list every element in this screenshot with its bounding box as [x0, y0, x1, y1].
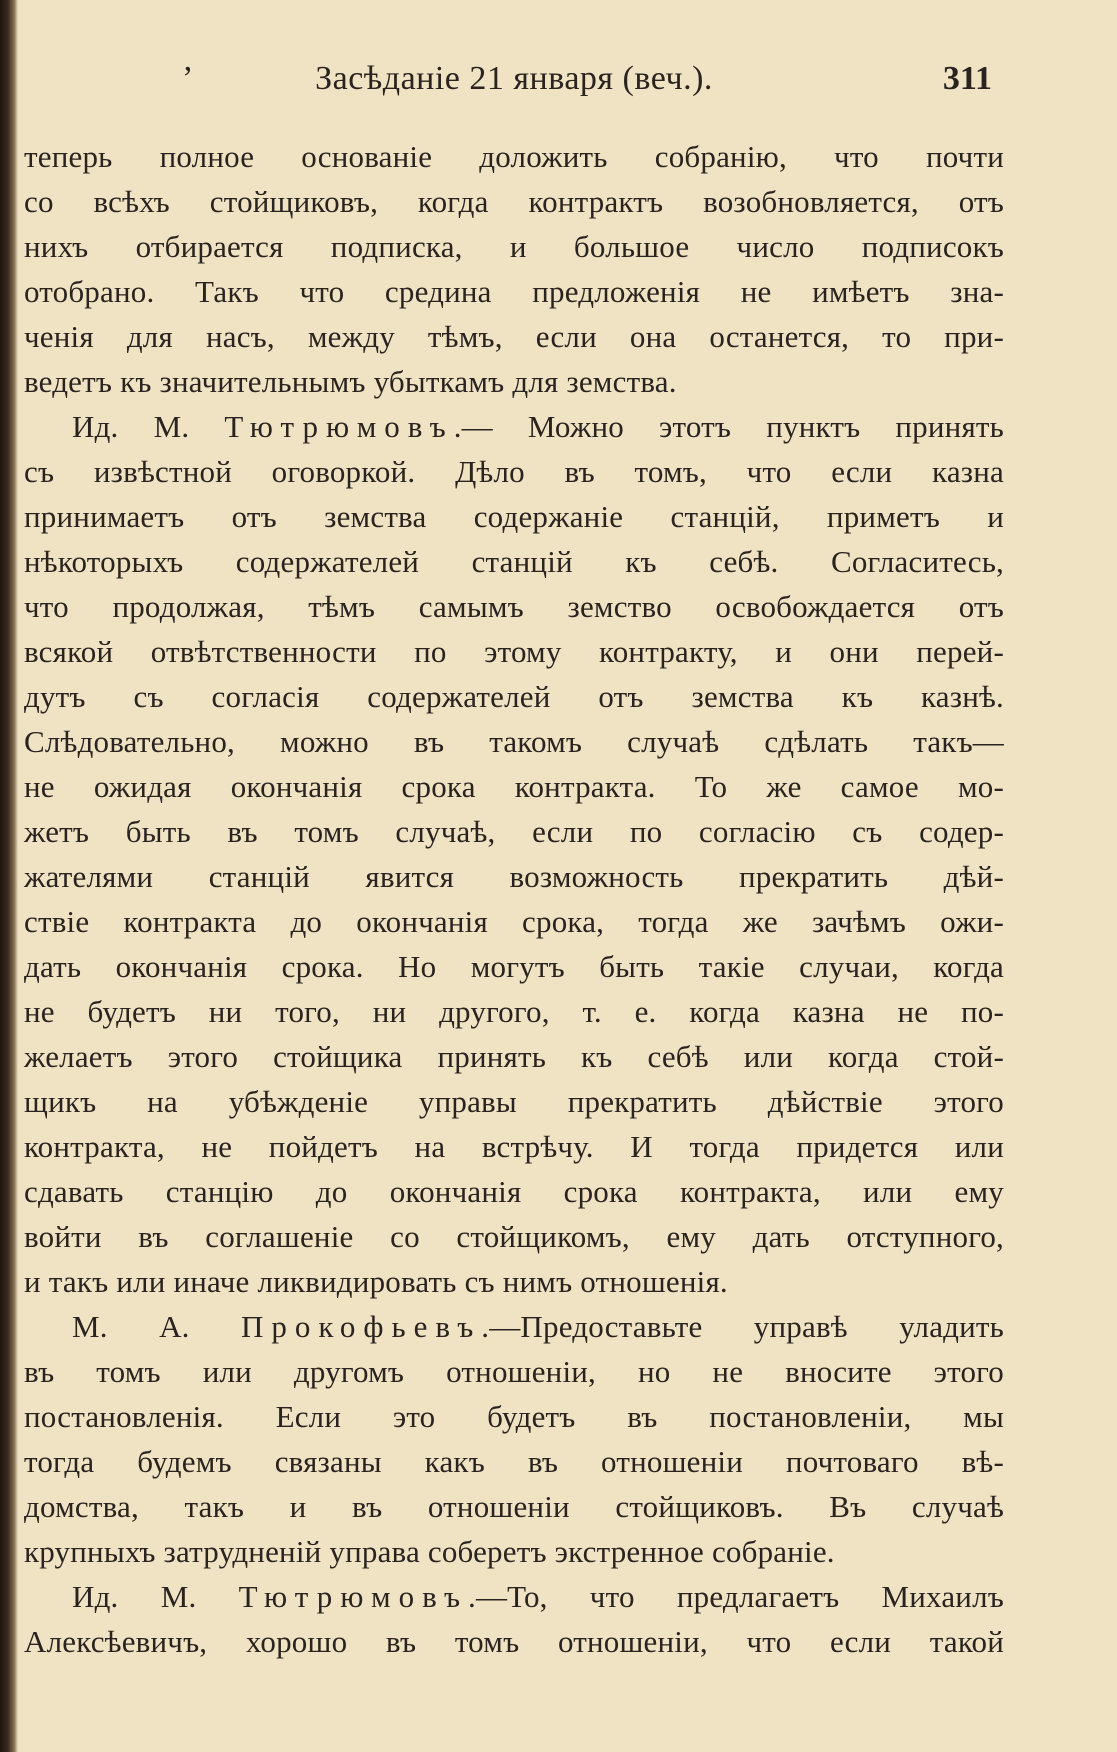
speaker-initials: М. А. — [72, 1309, 190, 1344]
speaker-line — [24, 1574, 1004, 1619]
text-line: нихъ отбирается подписка, и большое число подписокъ — [24, 229, 1004, 264]
text-line: желаетъ этого стойщика принять къ себѣ или когда стой- — [24, 1039, 1004, 1074]
book-spine-shadow — [0, 0, 18, 1752]
text-line: тогда будемъ связаны какъ въ отношеніи почтоваго вѣ- — [24, 1444, 1004, 1479]
text-line: въ томъ или другомъ отношеніи, но не вносите этого — [24, 1354, 1004, 1389]
text-line: дать окончанія срока. Но могутъ быть такіе случаи, когда — [24, 949, 1004, 984]
page-body — [24, 134, 1004, 1664]
speaker-name: Прокофьевъ — [241, 1309, 482, 1344]
speech-start: .— Можно этотъ пунктъ принять — [453, 409, 1004, 444]
text-line: со всѣхъ стойщиковъ, когда контрактъ возобновляется, отъ — [24, 184, 1004, 219]
text-line: щикъ на убѣжденіе управы прекратить дѣйствіе этого — [24, 1084, 1004, 1119]
text-line: принимаетъ отъ земства содержаніе станцій, приметъ и — [24, 499, 1004, 534]
speaker-line — [24, 404, 1004, 449]
text-line: жетъ быть въ томъ случаѣ, если по согласію съ содер- — [24, 814, 1004, 849]
text-line: отобрано. Такъ что средина предложенія не имѣетъ зна- — [24, 274, 1004, 309]
speaker-initials: Ид. М. — [72, 1579, 197, 1614]
speaker-line — [24, 1304, 1004, 1349]
text-line: теперь полное основаніе доложить собранію, что почти — [24, 139, 1004, 174]
running-header — [24, 60, 1004, 114]
text-line: контракта, не пойдетъ на встрѣчу. И тогда придется или — [24, 1129, 1004, 1164]
header-mark: ’ — [182, 60, 194, 97]
speech-start: .—То, что предлагаетъ Михаилъ — [468, 1579, 1004, 1614]
text-line: и такъ или иначе ликвидировать съ нимъ отношенія. — [24, 1264, 728, 1299]
text-line: постановленія. Если это будетъ въ постановленіи, мы — [24, 1399, 1004, 1434]
text-line: всякой отвѣтственности по этому контракту, и они перей- — [24, 634, 1004, 669]
text-line: крупныхъ затрудненій управа соберетъ экстренное собраніе. — [24, 1534, 835, 1569]
text-line: нѣкоторыхъ содержателей станцій къ себѣ. Согласитесь, — [24, 544, 1004, 579]
text-line: что продолжая, тѣмъ самымъ земство освобождается отъ — [24, 589, 1004, 624]
text-line: ченія для насъ, между тѣмъ, если она останется, то при- — [24, 319, 1004, 354]
text-line: дутъ съ согласія содержателей отъ земства къ казнѣ. — [24, 679, 1004, 714]
text-line: сдавать станцію до окончанія срока контракта, или ему — [24, 1174, 1004, 1209]
text-line: Алексѣевичъ, хорошо въ томъ отношеніи, что если такой — [24, 1624, 1004, 1659]
text-line: войти въ соглашеніе со стойщикомъ, ему дать отступного, — [24, 1219, 1004, 1254]
page-number: 311 — [942, 60, 992, 97]
header-title: Засѣданіе 21 января (веч.). — [315, 60, 713, 97]
speaker-name: Тютрюмовъ — [224, 409, 454, 444]
text-line: не будетъ ни того, ни другого, т. е. когда казна не по- — [24, 994, 1004, 1029]
speaker-initials: Ид. М. — [72, 409, 190, 444]
text-line: ведетъ къ значительнымъ убыткамъ для земства. — [24, 364, 677, 399]
speaker-name: Тютрюмовъ — [238, 1579, 468, 1614]
text-line: ствіе контракта до окончанія срока, тогда же зачѣмъ ожи- — [24, 904, 1004, 939]
speech-start: .—Предоставьте управѣ уладить — [481, 1309, 1005, 1344]
book-page — [24, 60, 1004, 1664]
text-line: Слѣдовательно, можно въ такомъ случаѣ сдѣлать такъ— — [24, 724, 1004, 759]
text-line: не ожидая окончанія срока контракта. То же самое мо- — [24, 769, 1004, 804]
text-line: съ извѣстной оговоркой. Дѣло въ томъ, что если казна — [24, 454, 1004, 489]
text-line: жателями станцій явится возможность прекратить дѣй- — [24, 859, 1004, 894]
text-line: домства, такъ и въ отношеніи стойщиковъ. Въ случаѣ — [24, 1489, 1004, 1524]
